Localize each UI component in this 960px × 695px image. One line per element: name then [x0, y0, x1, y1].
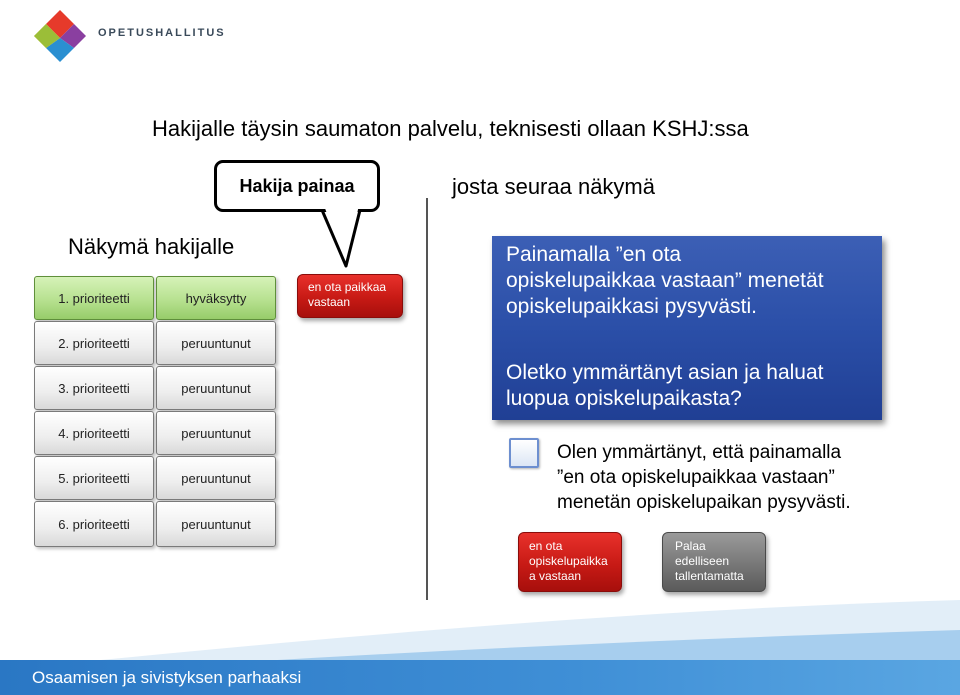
status-cell: peruuntunut [156, 321, 276, 365]
confirm-text: Olen ymmärtänyt, että painamalla ”en ota opiskelupaikkaa vastaan” menetän opiskelupaikan pysyvästi. [557, 442, 851, 513]
decline-place-button-small[interactable]: en ota paikkaa vastaan [297, 274, 403, 318]
priority-cell: 3. prioriteetti [34, 366, 154, 410]
back-without-saving-button[interactable]: Palaa edelliseen tallentamatta [662, 532, 766, 592]
warning-dialog: Painamalla ”en ota opiskelupaikkaa vastaan” menetät opiskelupaikkasi pysyvästi. Oletko ymmärtänyt asian ja haluat luopua opiskelupaikasta? [492, 236, 882, 420]
priority-cell: 1. prioriteetti [34, 276, 154, 320]
page-title: Hakijalle täysin saumaton palvelu, teknisesti ollaan KSHJ:ssa [152, 116, 749, 141]
priority-cell: 6. prioriteetti [34, 501, 154, 547]
priority-cell: 5. prioriteetti [34, 456, 154, 500]
status-cell: peruuntunut [156, 366, 276, 410]
priority-cell: 4. prioriteetti [34, 411, 154, 455]
logo-text: OPETUSHALLITUS [98, 27, 226, 39]
divider [426, 198, 428, 600]
footer-slogan: Osaamisen ja sivistyksen parhaaksi [32, 668, 302, 687]
speech-bubble: Hakija painaa [214, 160, 380, 212]
status-cell: peruuntunut [156, 411, 276, 455]
decline-place-button[interactable]: en ota opiskelupaikka a vastaan [518, 532, 622, 592]
status-cell: peruuntunut [156, 456, 276, 500]
opetushallitus-logo-icon [32, 8, 88, 64]
speech-bubble-tail [320, 200, 380, 270]
status-cell: peruuntunut [156, 501, 276, 547]
status-cell-accepted: hyväksytty [156, 276, 276, 320]
confirm-checkbox[interactable] [509, 438, 539, 468]
applicant-view-title: Näkymä hakijalle [68, 234, 235, 259]
priority-cell: 2. prioriteetti [34, 321, 154, 365]
subtitle: josta seuraa näkymä [452, 174, 655, 199]
